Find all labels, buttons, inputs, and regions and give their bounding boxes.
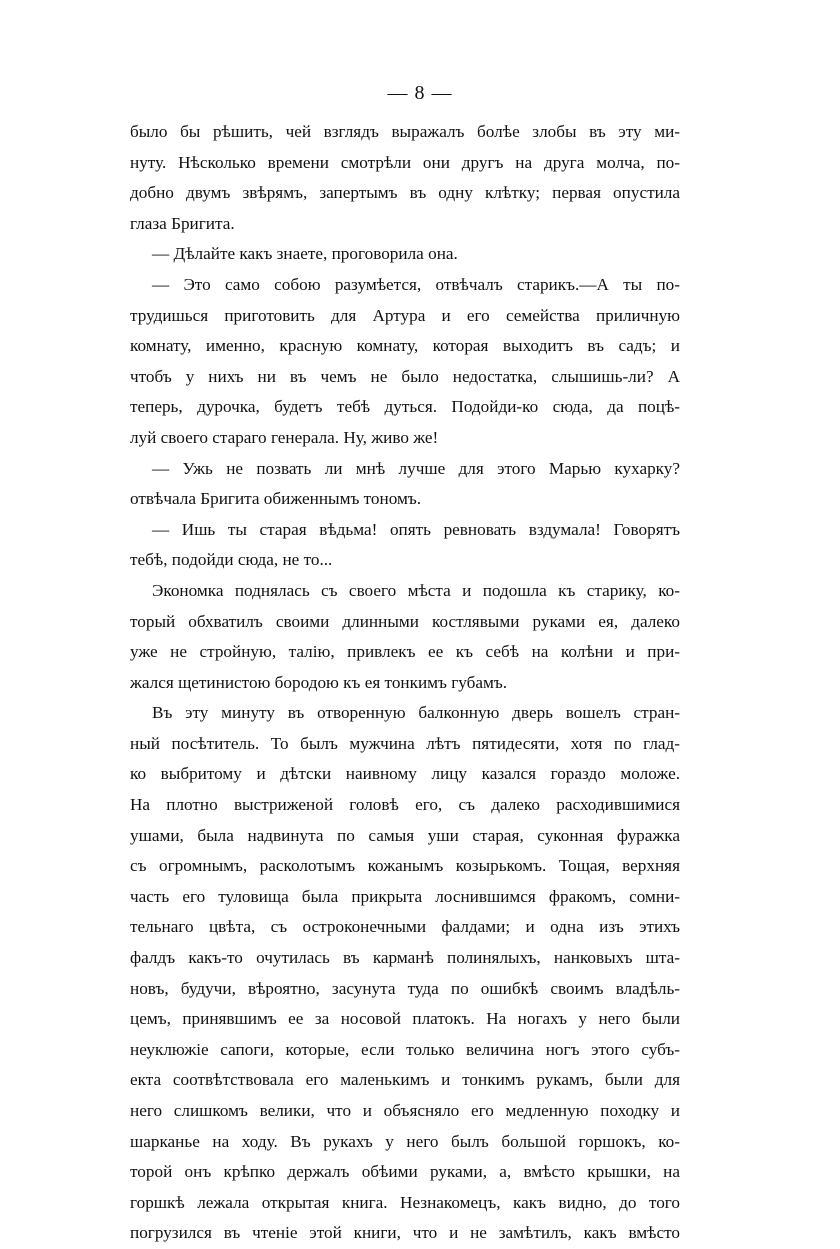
text-line: теперь, дурочка, будетъ тебѣ дуться. Подойди-ко сюда, да поцѣ- [130, 397, 680, 417]
text-line: тельнаго цвѣта, съ остроконечными фалдами; и одна изъ этихъ [130, 917, 680, 937]
text-line: ушами, была надвинута по самыя уши старая, суконная фуражка [130, 825, 680, 845]
text-line: луй своего стараго генерала. Ну, живо же! [130, 427, 439, 447]
text-line: нуту. Нѣсколько времени смотрѣли они другъ на друга молча, по- [130, 152, 680, 172]
text-line: отвѣчала Бригита обиженнымъ тономъ. [130, 489, 422, 509]
text-line: екта соотвѣтствовала его маленькимъ и тонкимъ рукамъ, были для [130, 1070, 680, 1090]
text-line: часть его туловища была прикрыта лоснившимся фракомъ, сомни- [130, 886, 680, 906]
text-line: добно двумъ звѣрямъ, запертымъ въ одну клѣтку; первая опустила [130, 183, 680, 203]
text-line: неуклюжіе сапоги, которые, если только величина ногъ этого субъ- [130, 1039, 680, 1059]
text-line: трудишься приготовить для Артура и его семейства приличную [130, 305, 680, 325]
text-line: погрузился въ чтеніе этой книги, что и не замѣтилъ, какъ вмѣсто [130, 1223, 680, 1243]
text-line: Экономка поднялась съ своего мѣста и подошла къ старику, ко- [152, 580, 680, 600]
text-line: съ огромнымъ, расколотымъ кожанымъ козырькомъ. Тощая, верхняя [130, 856, 680, 876]
text-line: — Ужь не позвать ли мнѣ лучше для этого Марью кухарку? [152, 458, 680, 478]
text-line: горшкѣ лежала открытая книга. Незнакомецъ, какъ видно, до того [130, 1192, 680, 1212]
text-line: На плотно выстриженой головѣ его, съ далеко расходившимися [130, 795, 680, 815]
text-line: — Дѣлайте какъ знаете, проговорила она. [152, 244, 458, 264]
text-line: было бы рѣшить, чей взглядъ выражалъ болѣе злобы въ эту ми- [130, 122, 680, 141]
text-line: цемъ, принявшимъ ее за носовой платокъ. На ногахъ у него были [130, 1009, 680, 1029]
text-line: чтобъ у нихъ ни въ чемъ не было недостатка, слышишь-ли? А [130, 366, 680, 386]
text-line: шарканье на ходу. Въ рукахъ у него былъ большой горшокъ, ко- [130, 1131, 680, 1151]
text-line: тебѣ, подойди сюда, не то... [130, 550, 333, 570]
text-line: комнату, именно, красную комнату, которая выходитъ въ садъ; и [130, 336, 680, 356]
text-line: новъ, будучи, вѣроятно, засунута туда по ошибкѣ своимъ владѣль- [130, 978, 680, 998]
text-line: фалдъ какъ-то очутилась въ карманѣ полинялыхъ, нанковыхъ шта- [130, 948, 680, 968]
text-line: торой онъ крѣпко держалъ обѣими руками, а, вмѣсто крышки, на [130, 1162, 680, 1182]
page-number: — 8 — [387, 82, 453, 104]
text-line: — Это само собою разумѣется, отвѣчалъ старикъ.—А ты по- [152, 274, 680, 294]
text-line: торый обхватилъ своими длинными костлявыми руками ея, далеко [130, 611, 680, 631]
text-line: ный посѣтитель. То былъ мужчина лѣтъ пятидесяти, хотя по глад- [130, 733, 680, 753]
text-line: Въ эту минуту въ отворенную балконную дверь вошелъ стран- [152, 703, 680, 723]
text-line: него слишкомъ велики, что и объясняло его медленную походку и [130, 1101, 680, 1120]
page-text [130, 117, 680, 1249]
text-line: глаза Бригита. [130, 213, 235, 233]
text-line: жался щетинистою бородою къ ея тонкимъ губамъ. [130, 672, 508, 692]
text-line: уже не стройную, талію, привлекъ ее къ себѣ на колѣни и при- [130, 642, 680, 662]
text-line: ко выбритому и дѣтски наивному лицу казался гораздо моложе. [130, 764, 680, 784]
text-line: — Ишь ты старая вѣдьма! опять ревновать вздумала! Говорятъ [152, 519, 680, 539]
